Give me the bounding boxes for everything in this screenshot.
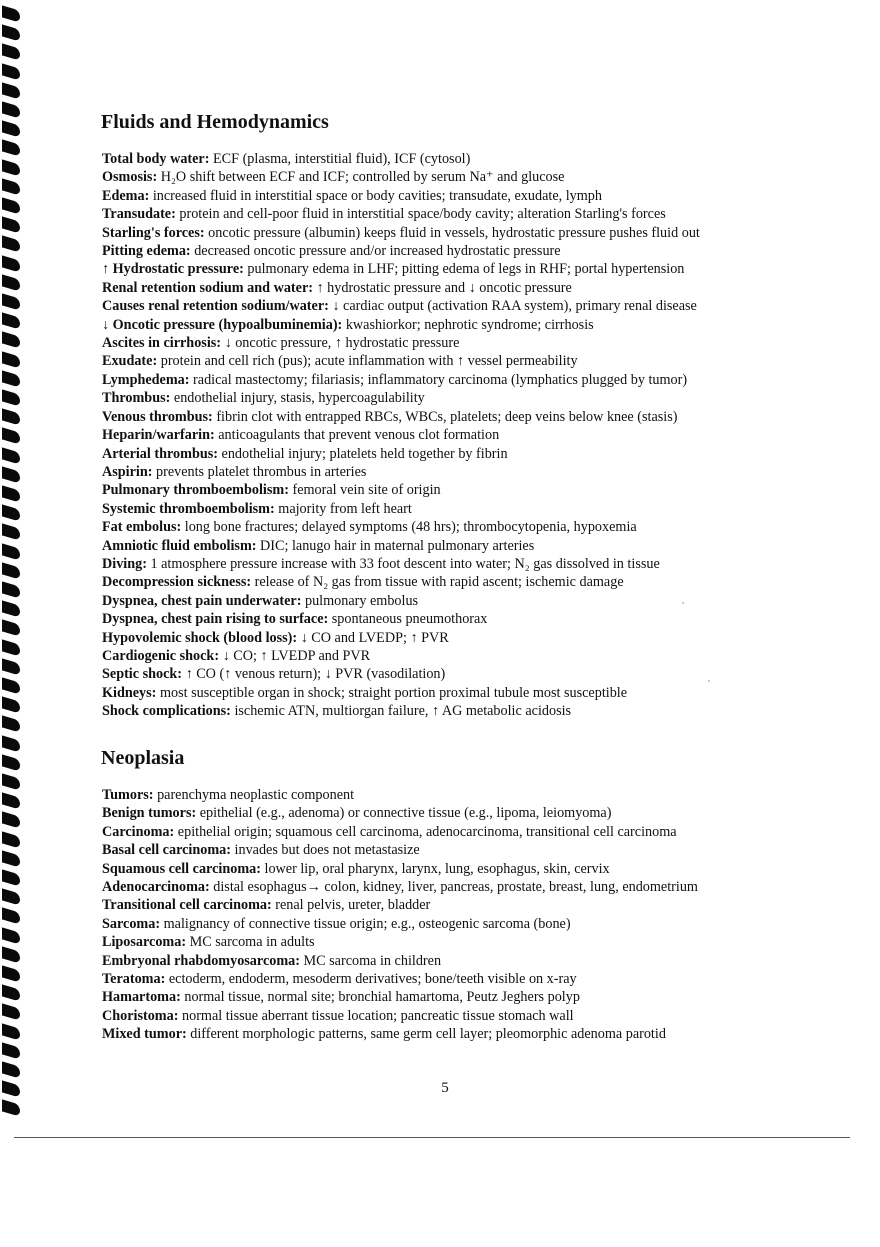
entry-term: Fat embolus: [102,519,182,536]
entry-term: Heparin/warfarin: [102,427,215,444]
definition-entry [102,481,792,499]
binding-hole [2,716,20,733]
definition-entry [102,168,792,186]
footer-rule [14,1137,850,1138]
entry-term: Shock complications: [102,703,231,720]
definition-entry [102,804,792,822]
entry-description: DIC; lanugo hair in maternal pulmonary arteries [256,537,535,554]
binding-hole [2,217,20,234]
binding-hole [2,1023,20,1040]
entry-description: anticoagulants that prevent venous clot formation [214,427,500,444]
binding-hole [2,889,20,906]
entry-term: Systemic thromboembolism: [102,500,275,517]
entry-term: Ascites in cirrhosis: [102,335,222,352]
entry-description: endothelial injury; platelets held together by fibrin [217,445,508,462]
binding-hole [2,274,20,291]
entry-description: normal tissue, normal site; bronchial hamartoma, Peutz Jeghers polyp [180,989,580,1006]
binding-hole [2,1004,20,1021]
entry-term: Carcinoma: [102,823,175,840]
binding-hole [2,140,20,157]
entry-description: ectoderm, endoderm, mesoderm derivatives; bone/teeth visible on x-ray [165,971,577,988]
binding-hole [2,485,20,502]
binding-hole [2,409,20,426]
binding-hole [2,159,20,176]
definition-entry [102,224,792,242]
entry-term: Basal cell carcinoma: [102,842,231,859]
entry-description: protein and cell-poor fluid in interstitial space/body cavity; alteration Starling's forces [175,206,666,223]
definition-entry [102,187,792,205]
entry-term: Dyspnea, chest pain underwater: [102,592,302,609]
definition-entry [102,878,792,896]
definition-entry [102,684,792,702]
page-number: 5 [441,1080,449,1096]
binding-hole [2,293,20,310]
entry-description: epithelial (e.g., adenoma) or connective tissue (e.g., lipoma, leiomyoma) [196,805,612,822]
entry-term: Decompression sickness: [102,574,252,591]
definition-entry [102,260,792,278]
entry-description: ↑ hydrostatic pressure and ↓ oncotic pressure [312,279,572,296]
entry-description: ↓ cardiac output (activation RAA system), primary renal disease [328,298,697,315]
entry-description: oncotic pressure (albumin) keeps fluid in vessels, hydrostatic pressure pushes fluid out [204,224,700,241]
entry-description: MC sarcoma in adults [186,934,315,951]
binding-hole [2,793,20,810]
binding-hole [2,101,20,118]
entry-term: Hypovolemic shock (blood loss): [102,629,298,646]
binding-hole [2,985,20,1002]
definition-entry [102,297,792,315]
entry-term: Diving: [102,555,147,572]
entry-term: Venous thrombus: [102,408,213,425]
entry-term: Edema: [102,187,150,204]
entry-description: most susceptible organ in shock; straight portion proximal tubule most susceptible [156,684,628,701]
definition-entry [102,205,792,223]
entry-term: Liposarcoma: [102,934,187,951]
entry-description: ↓ CO and LVEDP; ↑ PVR [297,629,449,646]
binding-hole [2,313,20,330]
entry-description: kwashiorkor; nephrotic syndrome; cirrhosis [342,316,594,333]
definition-entry [102,665,792,683]
binding-hole [2,562,20,579]
entry-term: Adenocarcinoma: [102,879,210,896]
entry-description: long bone fractures; delayed symptoms (48 hrs); thrombocytopenia, hypoxemia [181,519,637,536]
binding-hole [2,773,20,790]
binding-hole [2,197,20,214]
binding-hole [2,524,20,541]
binding-hole [2,447,20,464]
entry-term: ↑ Hydrostatic pressure: [102,261,244,278]
binding-hole [2,677,20,694]
binding-hole [2,946,20,963]
entry-description: release of N₂ gas from tissue with rapid ascent; ischemic damage [251,574,624,591]
entry-term: Aspirin: [102,463,153,480]
entry-description: ischemic ATN, multiorgan failure, ↑ AG metabolic acidosis [230,703,572,720]
definition-entry [102,463,792,481]
binding-hole [2,658,20,675]
binding-hole [2,466,20,483]
entry-description: majority from left heart [274,500,412,517]
binding-hole [2,351,20,368]
binding-hole [2,370,20,387]
binding-hole [2,620,20,637]
entry-term: Choristoma: [102,1007,179,1024]
entry-term: Dyspnea, chest pain rising to surface: [102,611,329,628]
entry-description: endothelial injury, stasis, hypercoagulability [170,390,425,407]
definition-entry [102,610,792,628]
binding-hole [2,121,20,138]
entry-description: distal esophagus→ colon, kidney, liver, pancreas, prostate, breast, lung, endometrium [209,879,698,896]
binding-hole [2,812,20,829]
entry-description: fibrin clot with entrapped RBCs, WBCs, platelets; deep veins below knee (stasis) [212,408,678,425]
definition-entry [102,592,792,610]
binding-hole [2,428,20,445]
binding-hole [2,1100,20,1117]
entry-term: Lymphedema: [102,371,190,388]
binding-hole [2,639,20,656]
scan-speck [682,602,684,604]
entry-description: pulmonary embolus [301,592,419,609]
definition-entry [102,702,792,720]
definition-entry [102,860,792,878]
definition-entry [102,537,792,555]
binding-hole [2,869,20,886]
entry-term: Transitional cell carcinoma: [102,897,272,914]
entry-term: Septic shock: [102,666,183,683]
entry-description: spontaneous pneumothorax [328,611,488,628]
binding-hole [2,255,20,272]
definition-entry [102,408,792,426]
definition-entry [102,988,792,1006]
entry-description: increased fluid in interstitial space or body cavities; transudate, exudate, lymph [149,187,602,204]
entry-term: Benign tumors: [102,805,197,822]
binding-hole [2,505,20,522]
binding-hole [2,908,20,925]
neoplasia-entry-list [102,786,792,1044]
scan-speck [708,680,710,682]
entry-term: Pulmonary thromboembolism: [102,482,289,499]
binding-hole [2,25,20,42]
entry-term: Amniotic fluid embolism: [102,537,257,554]
binding-hole [2,601,20,618]
entry-description: renal pelvis, ureter, bladder [271,897,431,914]
definition-entry [102,1007,792,1025]
entry-description: lower lip, oral pharynx, larynx, lung, esophagus, skin, cervix [260,860,610,877]
entry-term: Transudate: [102,206,176,223]
spiral-binding [0,8,24,1120]
definition-entry [102,334,792,352]
definition-entry [102,970,792,988]
definition-entry [102,352,792,370]
entry-term: Osmosis: [102,169,158,186]
definition-entry [102,841,792,859]
definition-entry [102,933,792,951]
entry-description: ↓ CO; ↑ LVEDP and PVR [219,647,371,664]
binding-hole [2,754,20,771]
entry-description: ECF (plasma, interstitial fluid), ICF (cytosol) [209,151,471,167]
entry-description: 1 atmosphere pressure increase with 33 foot descent into water; N₂ gas dissolved in tissue [146,555,660,572]
entry-description: epithelial origin; squamous cell carcinoma, adenocarcinoma, transitional cell carcinoma [174,823,677,840]
definition-entry [102,389,792,407]
entry-term: Mixed tumor: [102,1026,187,1043]
entry-description: H₂O shift between ECF and ICF; controlled by serum Na⁺ and glucose [157,169,565,186]
entry-description: MC sarcoma in children [299,952,442,969]
definition-entry [102,952,792,970]
definition-entry [102,445,792,463]
binding-hole [2,82,20,99]
entry-description: normal tissue aberrant tissue location; pancreatic tissue stomach wall [178,1007,574,1024]
binding-hole [2,1042,20,1059]
entry-term: Squamous cell carcinoma: [102,860,261,877]
binding-hole [2,697,20,714]
definition-entry [102,647,792,665]
entry-description: pulmonary edema in LHF; pitting edema of legs in RHF; portal hypertension [243,261,685,278]
entry-description: prevents platelet thrombus in arteries [152,463,367,480]
binding-hole [2,236,20,253]
definition-entry [102,573,792,591]
definition-entry [102,500,792,518]
entry-description: radical mastectomy; filariasis; inflammatory carcinoma (lymphatics plugged by tumor) [189,371,688,388]
entry-term: ↓ Oncotic pressure (hypoalbuminemia): [102,316,343,333]
entry-term: Hamartoma: [102,989,181,1006]
entry-term: Starling's forces: [102,224,205,241]
binding-hole [2,389,20,406]
definition-entry [102,555,792,573]
binding-hole [2,178,20,195]
entry-term: Embryonal rhabdomyosarcoma: [102,952,300,969]
definition-entry [102,896,792,914]
definition-entry [102,915,792,933]
entry-term: Kidneys: [102,684,157,701]
definition-entry [102,823,792,841]
entry-term: Total body water: [102,151,210,167]
binding-hole [2,965,20,982]
section-title-neoplasia: Neoplasia [101,747,185,769]
entry-description: decreased oncotic pressure and/or increased hydrostatic pressure [190,243,561,260]
entry-description: invades but does not metastasize [230,842,420,859]
entry-description: parenchyma neoplastic component [153,787,355,803]
definition-entry [102,316,792,334]
definition-entry [102,629,792,647]
definition-entry [102,150,792,168]
entry-term: Exudate: [102,353,158,370]
definition-entry [102,426,792,444]
entry-description: ↓ oncotic pressure, ↑ hydrostatic pressure [221,335,460,352]
definition-entry [102,279,792,297]
definition-entry [102,371,792,389]
definition-entry [102,518,792,536]
definition-entry [102,1025,792,1043]
entry-description: malignancy of connective tissue origin; e.g., osteogenic sarcoma (bone) [160,915,571,932]
binding-hole [2,831,20,848]
entry-term: Cardiogenic shock: [102,647,220,664]
entry-term: Pitting edema: [102,243,191,260]
section-title-fluids: Fluids and Hemodynamics [101,111,329,133]
binding-hole [2,735,20,752]
binding-hole [2,543,20,560]
binding-hole [2,850,20,867]
fluids-entry-list [102,150,792,721]
binding-hole [2,332,20,349]
definition-entry [102,786,792,804]
entry-description: ↑ CO (↑ venous return); ↓ PVR (vasodilation) [182,666,446,683]
binding-hole [2,581,20,598]
entry-term: Sarcoma: [102,915,161,932]
entry-term: Arterial thrombus: [102,445,218,462]
definition-entry [102,242,792,260]
entry-term: Renal retention sodium and water: [102,279,313,296]
entry-term: Thrombus: [102,390,171,407]
binding-hole [2,1061,20,1078]
binding-hole [2,63,20,80]
entry-description: protein and cell rich (pus); acute inflammation with ↑ vessel permeability [157,353,578,370]
entry-description: different morphologic patterns, same germ cell layer; pleomorphic adenoma parotid [186,1026,666,1043]
entry-term: Causes renal retention sodium/water: [102,298,329,315]
entry-description: femoral vein site of origin [288,482,441,499]
binding-hole [2,5,20,22]
binding-hole [2,44,20,61]
entry-term: Teratoma: [102,971,166,988]
entry-term: Tumors: [102,787,154,803]
binding-hole [2,927,20,944]
